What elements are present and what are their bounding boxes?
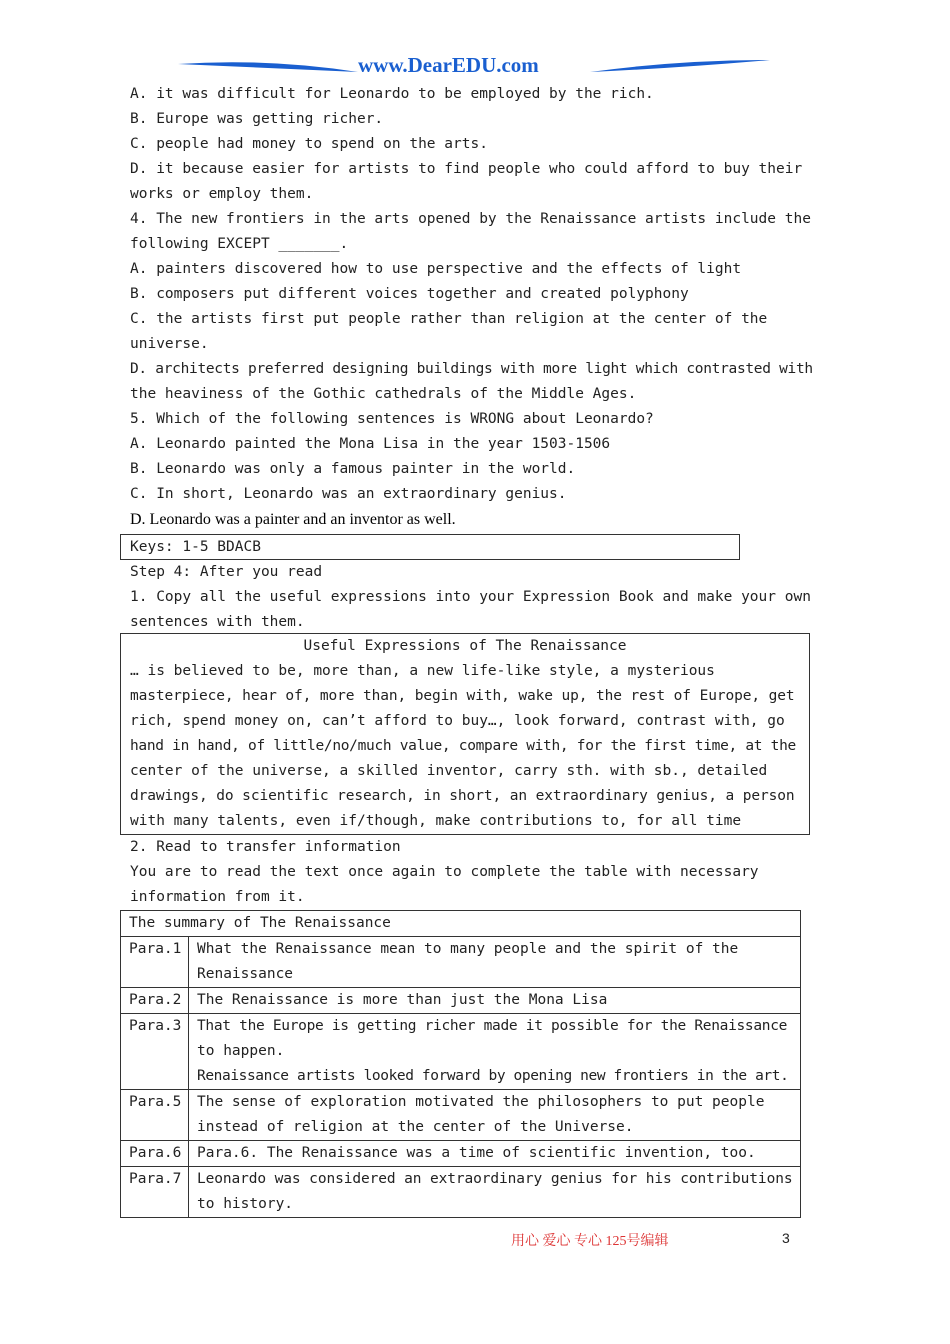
step-heading: Step 4: After you read [130,564,323,580]
summary-line: to history. [197,1196,294,1212]
summary-line: to happen. [197,1043,285,1059]
option: D. architects preferred designing buildings with more light which contrasted with [130,361,813,377]
option: C. people had money to spend on the arts. [130,136,488,152]
option: C. the artists first put people rather than religion at the center of the [130,311,768,327]
summary-line: That the Europe is getting richer made it possible for the Renaissance [197,1018,788,1034]
expressions-line: center of the universe, a skilled inventor, carry sth. with sb., detailed [130,763,768,779]
expressions-title: Useful Expressions of The Renaissance [303,638,627,654]
expressions-line: hand in hand, of little/no/much value, compare with, for the first time, at the [130,738,796,754]
site-header [178,53,770,80]
summary-line: The Renaissance is more than just the Mona Lisa [197,992,608,1008]
para-label: Para.3 [121,1014,189,1090]
option-cont: universe. [130,336,209,352]
para-summary [189,1141,801,1167]
answer-keys: Keys: 1-5 BDACB [120,534,740,560]
summary-line: What the Renaissance mean to many people and the spirit of the [197,941,739,957]
expressions-line: rich, spend money on, can’t afford to buy…, look forward, contrast with, go [130,713,785,729]
summary-line: The sense of exploration motivated the philosophers to put people [197,1094,765,1110]
expressions-line: masterpiece, hear of, more than, begin with, wake up, the rest of Europe, get [130,688,795,704]
para-summary [189,1014,801,1090]
para-summary [189,1090,801,1141]
question-5: 5. Which of the following sentences is WRONG about Leonardo? [130,411,654,427]
option-cont: the heaviness of the Gothic cathedrals of the Middle Ages. [130,386,637,402]
expressions-line: … is believed to be, more than, a new life-like style, a mysterious [130,663,715,679]
option: A. painters discovered how to use perspective and the effects of light [130,261,742,277]
table-title: The summary of The Renaissance [121,911,801,937]
question-4-cont: following EXCEPT _______. [130,236,349,252]
option: C. In short, Leonardo was an extraordinary genius. [130,486,567,502]
section-heading: 2. Read to transfer information [130,839,401,855]
table-row [121,1014,801,1090]
summary-line: Leonardo was considered an extraordinary genius for his contributions [197,1171,793,1187]
table-row [121,1167,801,1218]
instruction: 1. Copy all the useful expressions into your Expression Book and make your own [130,589,811,605]
expressions-line: drawings, do scientific research, in short, an extraordinary genius, a person [130,788,795,804]
footer-text: 用心 爱心 专心 125号编辑 [511,1234,669,1249]
para-summary [189,937,801,988]
option: B. composers put different voices together and created polyphony [130,286,689,302]
table-row [121,937,801,988]
option: A. it was difficult for Leonardo to be employed by the rich. [130,86,654,102]
para-label: Para.1 [121,937,189,988]
option: D. Leonardo was a painter and an inventor as well. [130,511,456,528]
expressions-box [120,633,810,835]
option: B. Europe was getting richer. [130,111,384,127]
para-label: Para.2 [121,988,189,1014]
option-cont: works or employ them. [130,186,314,202]
summary-line: Renaissance [197,966,294,982]
page-number: 3 [782,1230,790,1246]
instruction-cont: information from it. [130,889,305,905]
option: B. Leonardo was only a famous painter in the world. [130,461,576,477]
site-logo[interactable]: www.DearEDU.com [358,53,539,77]
para-label: Para.5 [121,1090,189,1141]
option: A. Leonardo painted the Mona Lisa in the year 1503-1506 [130,436,611,452]
summary-line: Para.6. The Renaissance was a time of scientific invention, too. [197,1145,756,1161]
instruction-cont: sentences with them. [130,614,305,630]
para-summary [189,988,801,1014]
question-4: 4. The new frontiers in the arts opened by the Renaissance artists include the [130,211,811,227]
expressions-line: with many talents, even if/though, make contributions to, for all time [130,813,742,829]
document-body [130,82,818,1218]
para-summary [189,1167,801,1218]
option: D. it because easier for artists to find people who could afford to buy their [130,161,803,177]
table-row [121,988,801,1014]
para-label: Para.7 [121,1167,189,1218]
instruction: You are to read the text once again to complete the table with necessary [130,864,759,880]
para-label: Para.6 [121,1141,189,1167]
table-row [121,1141,801,1167]
summary-line: Renaissance artists looked forward by opening new frontiers in the art. [197,1068,789,1084]
table-row [121,1090,801,1141]
summary-table [120,910,801,1218]
summary-line: instead of religion at the center of the Universe. [197,1119,634,1135]
